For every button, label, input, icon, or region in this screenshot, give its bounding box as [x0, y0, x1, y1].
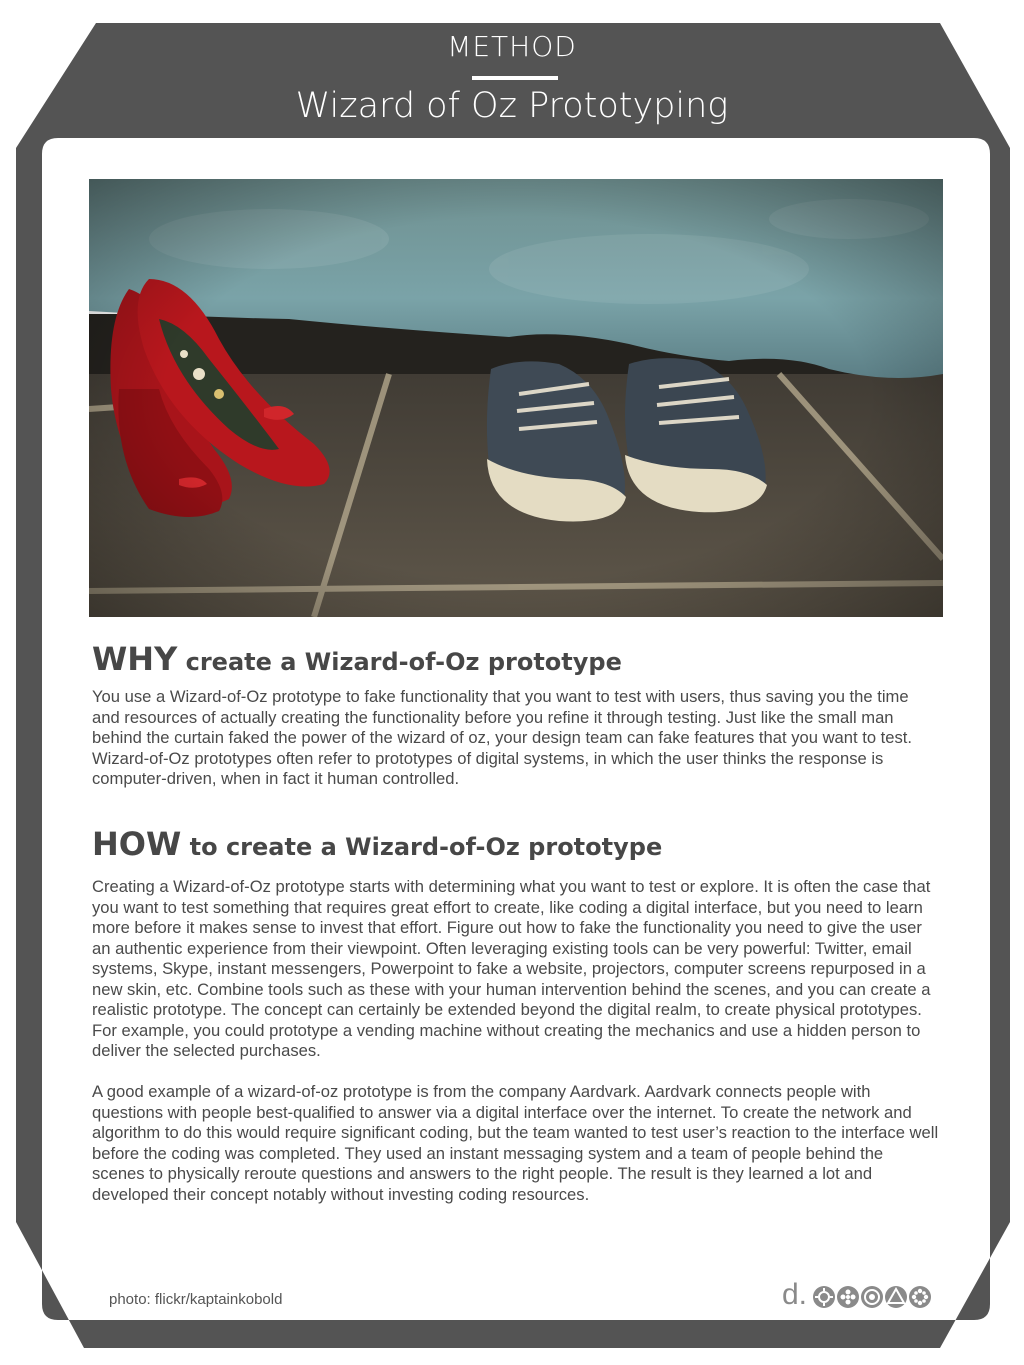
- photo-credit: photo: flickr/kaptainkobold: [109, 1291, 283, 1308]
- how-heading: [92, 825, 662, 863]
- flower-icon: [909, 1286, 931, 1308]
- shoes-under-curtain-photo: [89, 179, 943, 617]
- triangle-knot-icon: [885, 1286, 907, 1308]
- why-heading-rest: create a Wizard-of-Oz prototype: [177, 648, 622, 676]
- dschool-logo: [782, 1280, 932, 1316]
- logo-icons: [812, 1283, 932, 1311]
- how-paragraph-2: A good example of a wizard-of-oz prototype is from the company Aardvark. Aardvark connects people with questions with people best-qualified to answer via a digital interface over the internet. To create the network and algorithm to do this would require significant coding, but the team wanted to test user’s reaction to the interface well before the coding was completed. They used an instant messaging system and a team of people behind the scenes to physically reroute questions and answers to the right people. The result is they learned a lot and developed their concept notably without investing coding resources.: [92, 1082, 939, 1204]
- flower-icon: [837, 1286, 859, 1308]
- gear-icon: [813, 1286, 835, 1308]
- how-paragraph-1: Creating a Wizard-of-Oz prototype starts with determining what you want to test or explore. It is often the case that you want to test something that requires great effort to create, like coding a digital interface, but you need to learn more before it makes sense to invest that effort. Figure out how to fake the functionality you need to give the user an authentic experience from their viewpoint. Often leveraging existing tools can be very powerful: Twitter, email systems, Skype, instant messengers, Powerpoint to fake a website, projectors, computer screens repurposed in a new skin, etc. Combine tools such as these with your human intervention behind the scenes, and you can create a realistic prototype. The concept can certainly be extended beyond the digital realm, to create physical prototypes. For example, you could prototype a vending machine without creating the mechanics and use a hidden person to deliver the selected purchases.: [92, 877, 931, 1060]
- how-body: [92, 877, 940, 1205]
- why-heading: [92, 640, 622, 678]
- target-icon: [861, 1286, 883, 1308]
- page-title: Wizard of Oz Prototyping: [295, 86, 729, 126]
- method-label: METHOD: [447, 30, 577, 63]
- how-heading-keyword: HOW: [92, 825, 182, 863]
- why-body: [92, 687, 940, 790]
- header-divider: [472, 76, 558, 80]
- why-paragraph: You use a Wizard-of-Oz prototype to fake functionality that you want to test with users, thus saving you the time and resources of actually creating the functionality before you refine it through testing. Just like the small man behind the curtain faked the power of the wizard of oz, your design team can fake features that you want to test. Wizard-of-Oz prototypes often refer to prototypes of digital systems, in which the user thinks the response is computer-driven, when in fact it human controlled.: [92, 687, 913, 788]
- logo-d-text: d.: [782, 1278, 808, 1311]
- why-heading-keyword: WHY: [92, 640, 178, 678]
- how-heading-rest: to create a Wizard-of-Oz prototype: [181, 833, 663, 861]
